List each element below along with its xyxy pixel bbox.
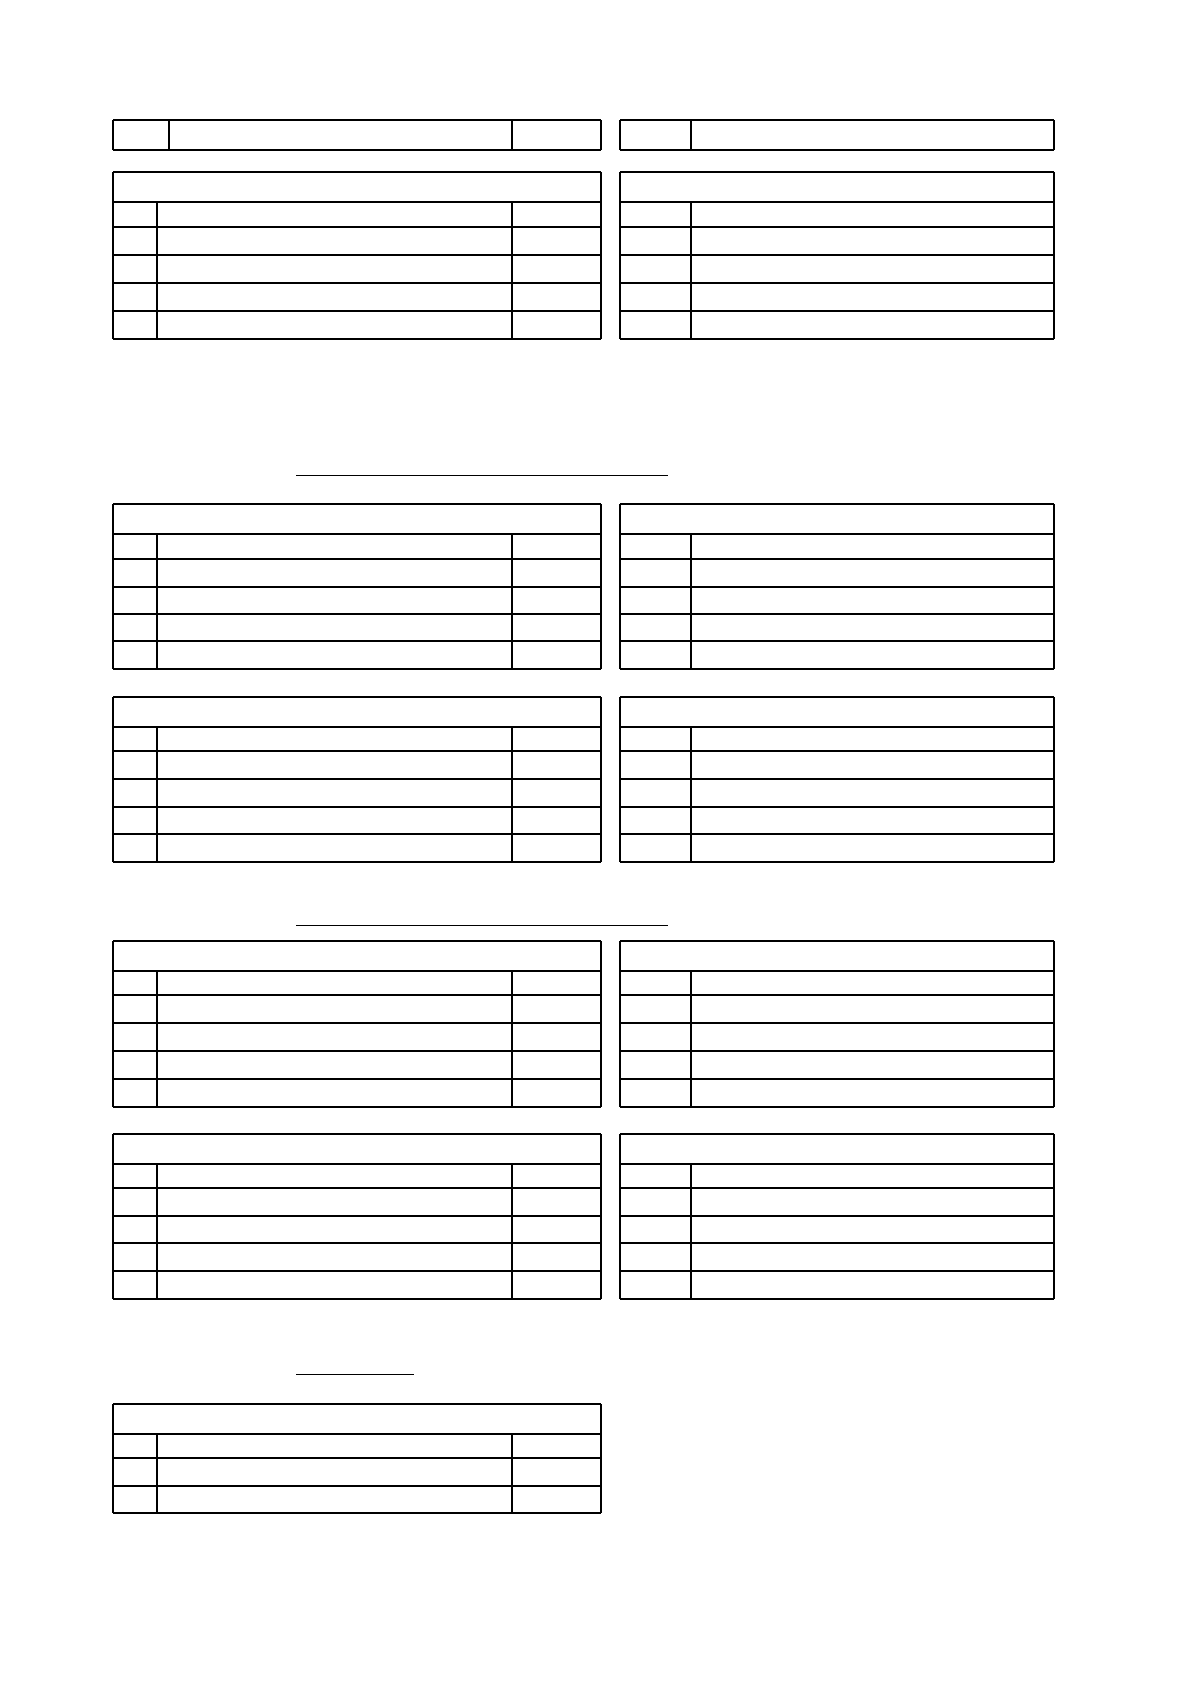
table-cell — [691, 834, 1054, 862]
table-cell — [512, 1486, 601, 1513]
table-cell — [512, 1434, 601, 1458]
table-cell — [620, 283, 691, 311]
table-cell — [512, 1216, 601, 1243]
table-cell — [620, 202, 691, 227]
table-cell — [512, 807, 601, 834]
table-cell — [691, 227, 1054, 255]
table-header-cell — [620, 504, 1054, 534]
table-cell — [620, 255, 691, 283]
table-header-cell — [113, 172, 601, 202]
table-cell — [157, 641, 512, 669]
table-cell — [157, 559, 512, 587]
table-cell — [157, 587, 512, 614]
table-cell — [512, 202, 601, 227]
table-cell — [157, 1271, 512, 1299]
table-header-cell — [113, 504, 601, 534]
table-cell — [512, 255, 601, 283]
table-cell — [157, 1216, 512, 1243]
table-cell — [512, 1164, 601, 1188]
table-cell — [113, 751, 157, 779]
table-cell — [157, 202, 512, 227]
table-cell — [620, 311, 691, 339]
section-heading — [296, 1350, 414, 1372]
table-header-cell — [620, 941, 1054, 971]
strip-cell — [620, 120, 691, 150]
table-cell — [157, 614, 512, 641]
table-cell — [620, 995, 691, 1023]
table-cell — [512, 534, 601, 559]
table-cell — [620, 807, 691, 834]
table-cell — [691, 255, 1054, 283]
table-cell — [113, 255, 157, 283]
section-heading-underline — [296, 925, 668, 926]
table-cell — [512, 779, 601, 807]
strip-cell — [113, 120, 169, 150]
section-heading-underline — [296, 475, 668, 476]
table-cell — [113, 1243, 157, 1271]
section-heading — [296, 901, 668, 923]
table-cell — [113, 641, 157, 669]
table-cell — [512, 641, 601, 669]
table-cell — [691, 311, 1054, 339]
table-cell — [157, 995, 512, 1023]
table-cell — [113, 1188, 157, 1216]
table-cell — [113, 1434, 157, 1458]
table-cell — [157, 227, 512, 255]
table-header-cell — [620, 697, 1054, 727]
table-cell — [620, 1164, 691, 1188]
table-cell — [691, 971, 1054, 995]
table-cell — [113, 1216, 157, 1243]
table-header-cell — [620, 1134, 1054, 1164]
table-cell — [512, 1023, 601, 1051]
table-cell — [113, 614, 157, 641]
table-cell — [512, 1051, 601, 1079]
table-cell — [620, 834, 691, 862]
table-cell — [157, 1243, 512, 1271]
table-cell — [691, 727, 1054, 751]
table-cell — [113, 311, 157, 339]
table-cell — [691, 559, 1054, 587]
table-cell — [113, 779, 157, 807]
table-cell — [113, 1164, 157, 1188]
table-cell — [113, 1023, 157, 1051]
table-cell — [113, 995, 157, 1023]
table-cell — [512, 834, 601, 862]
table-cell — [512, 559, 601, 587]
table-cell — [157, 1188, 512, 1216]
table-cell — [620, 1271, 691, 1299]
table-cell — [691, 641, 1054, 669]
table-cell — [620, 779, 691, 807]
table-header-cell — [113, 941, 601, 971]
table-cell — [620, 971, 691, 995]
table-cell — [512, 283, 601, 311]
table-cell — [157, 834, 512, 862]
table-cell — [157, 534, 512, 559]
table-cell — [691, 534, 1054, 559]
table-cell — [157, 751, 512, 779]
table-cell — [113, 1051, 157, 1079]
table-cell — [157, 1458, 512, 1486]
section-heading-underline — [296, 1374, 414, 1375]
table-cell — [113, 807, 157, 834]
table-cell — [691, 1271, 1054, 1299]
table-cell — [620, 1216, 691, 1243]
table-cell — [113, 227, 157, 255]
table-cell — [620, 614, 691, 641]
table-cell — [620, 1188, 691, 1216]
table-cell — [157, 1023, 512, 1051]
table-cell — [113, 1271, 157, 1299]
table-cell — [113, 1079, 157, 1107]
table-cell — [512, 1458, 601, 1486]
table-header-cell — [113, 1134, 601, 1164]
table-cell — [113, 834, 157, 862]
table-cell — [157, 311, 512, 339]
table-cell — [512, 995, 601, 1023]
strip-cell — [691, 120, 1054, 150]
table-cell — [113, 727, 157, 751]
table-cell — [157, 727, 512, 751]
table-cell — [620, 641, 691, 669]
table-cell — [691, 807, 1054, 834]
table-cell — [113, 587, 157, 614]
table-cell — [512, 1243, 601, 1271]
table-cell — [620, 751, 691, 779]
table-cell — [620, 1243, 691, 1271]
table-cell — [113, 283, 157, 311]
table-cell — [691, 283, 1054, 311]
table-header-cell — [620, 172, 1054, 202]
section-heading — [296, 451, 668, 473]
table-cell — [691, 1079, 1054, 1107]
table-cell — [512, 1079, 601, 1107]
table-cell — [157, 807, 512, 834]
table-cell — [691, 1023, 1054, 1051]
table-cell — [113, 559, 157, 587]
table-cell — [512, 751, 601, 779]
table-cell — [157, 1079, 512, 1107]
table-cell — [620, 559, 691, 587]
table-cell — [113, 1486, 157, 1513]
table-header-cell — [113, 1404, 601, 1434]
strip-cell — [169, 120, 512, 150]
table-cell — [512, 971, 601, 995]
table-cell — [512, 1188, 601, 1216]
table-cell — [691, 587, 1054, 614]
table-header-cell — [113, 697, 601, 727]
table-cell — [620, 1051, 691, 1079]
table-cell — [620, 1079, 691, 1107]
table-cell — [157, 1434, 512, 1458]
table-cell — [691, 202, 1054, 227]
table-cell — [691, 1216, 1054, 1243]
table-cell — [113, 1458, 157, 1486]
table-cell — [113, 202, 157, 227]
table-cell — [691, 1164, 1054, 1188]
table-cell — [157, 971, 512, 995]
table-cell — [691, 1051, 1054, 1079]
table-cell — [691, 779, 1054, 807]
table-cell — [157, 779, 512, 807]
table-cell — [691, 1188, 1054, 1216]
table-cell — [157, 1486, 512, 1513]
table-cell — [691, 614, 1054, 641]
table-cell — [113, 971, 157, 995]
table-cell — [512, 227, 601, 255]
table-cell — [691, 995, 1054, 1023]
table-cell — [620, 1023, 691, 1051]
table-cell — [512, 311, 601, 339]
table-cell — [620, 227, 691, 255]
table-cell — [157, 255, 512, 283]
table-cell — [512, 727, 601, 751]
table-cell — [157, 1051, 512, 1079]
table-cell — [113, 534, 157, 559]
table-cell — [620, 587, 691, 614]
table-cell — [157, 1164, 512, 1188]
table-cell — [512, 587, 601, 614]
table-cell — [691, 1243, 1054, 1271]
strip-cell — [512, 120, 601, 150]
table-cell — [512, 1271, 601, 1299]
table-cell — [620, 727, 691, 751]
table-cell — [620, 534, 691, 559]
table-cell — [691, 751, 1054, 779]
table-cell — [157, 283, 512, 311]
table-cell — [512, 614, 601, 641]
